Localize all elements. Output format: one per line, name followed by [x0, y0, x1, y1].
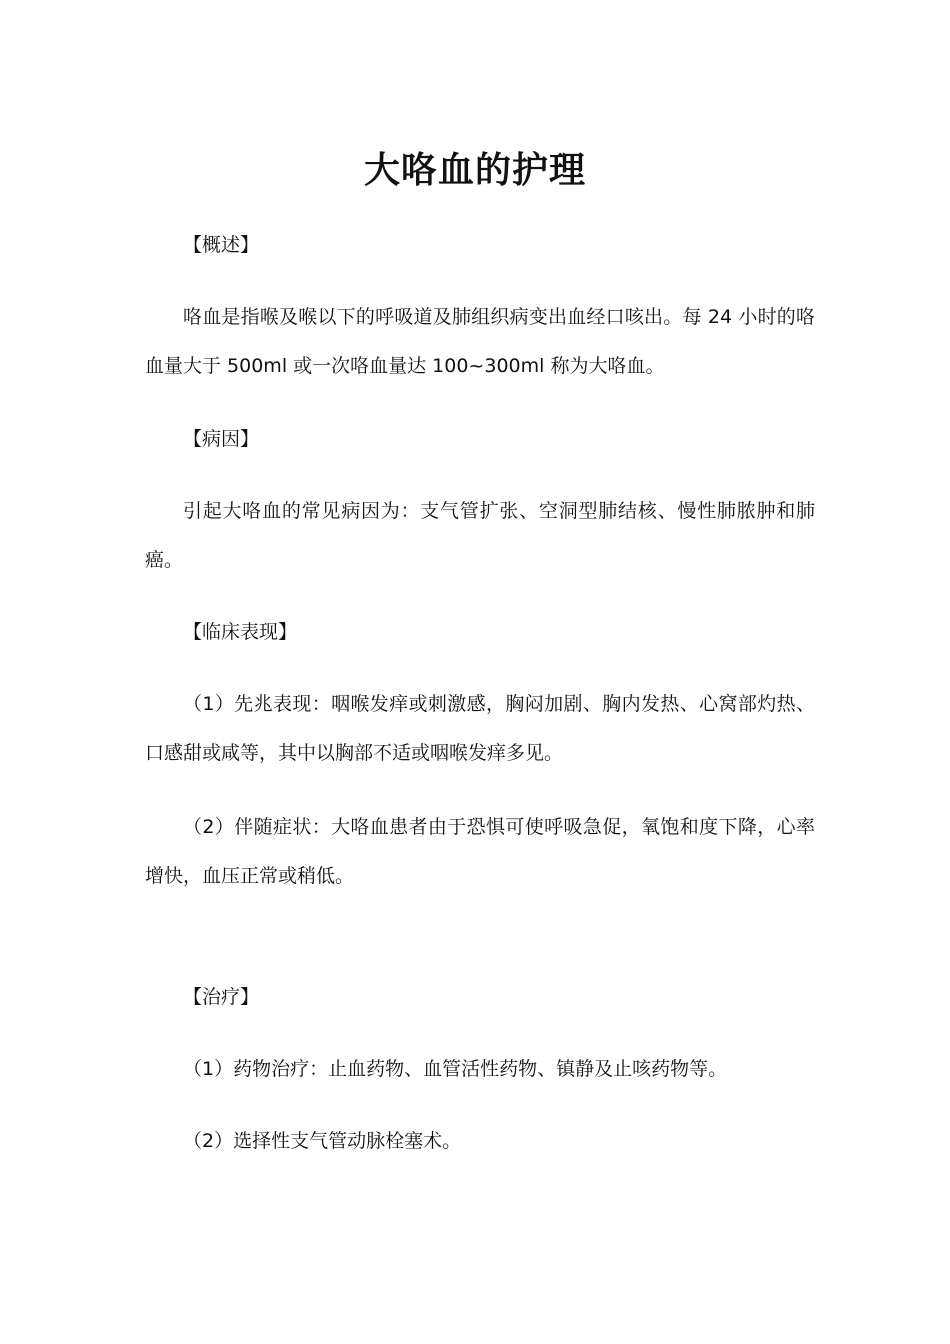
paragraph-clinical-2: （2）伴随症状：大咯血患者由于恐惧可使呼吸急促，氧饱和度下降，心率增快，血压正常或稍低。 [145, 816, 815, 887]
section-heading-treatment: 【治疗】 [183, 986, 260, 1008]
paragraph-treatment-1: （1）药物治疗：止血药物、血管活性药物、镇静及止咳药物等。 [183, 1058, 728, 1080]
paragraph-overview: 咯血是指喉及喉以下的呼吸道及肺组织病变出血经口咳出。每 24 小时的咯血量大于 500ml 或一次咯血量达 100~300ml 称为大咯血。 [145, 306, 815, 377]
section-heading-clinical: 【临床表现】 [183, 621, 298, 643]
paragraph-cause: 引起大咯血的常见病因为：支气管扩张、空洞型肺结核、慢性肺脓肿和肺癌。 [145, 500, 815, 571]
paragraph-clinical-1: （1）先兆表现：咽喉发痒或刺激感，胸闷加剧、胸内发热、心窝部灼热、口感甜或咸等，其中以胸部不适或咽喉发痒多见。 [145, 693, 815, 764]
section-heading-cause: 【病因】 [183, 428, 260, 450]
paragraph-treatment-2: （2）选择性支气管动脉栓塞术。 [183, 1130, 462, 1152]
section-heading-overview: 【概述】 [183, 234, 260, 256]
document-title: 大咯血的护理 [363, 150, 586, 191]
